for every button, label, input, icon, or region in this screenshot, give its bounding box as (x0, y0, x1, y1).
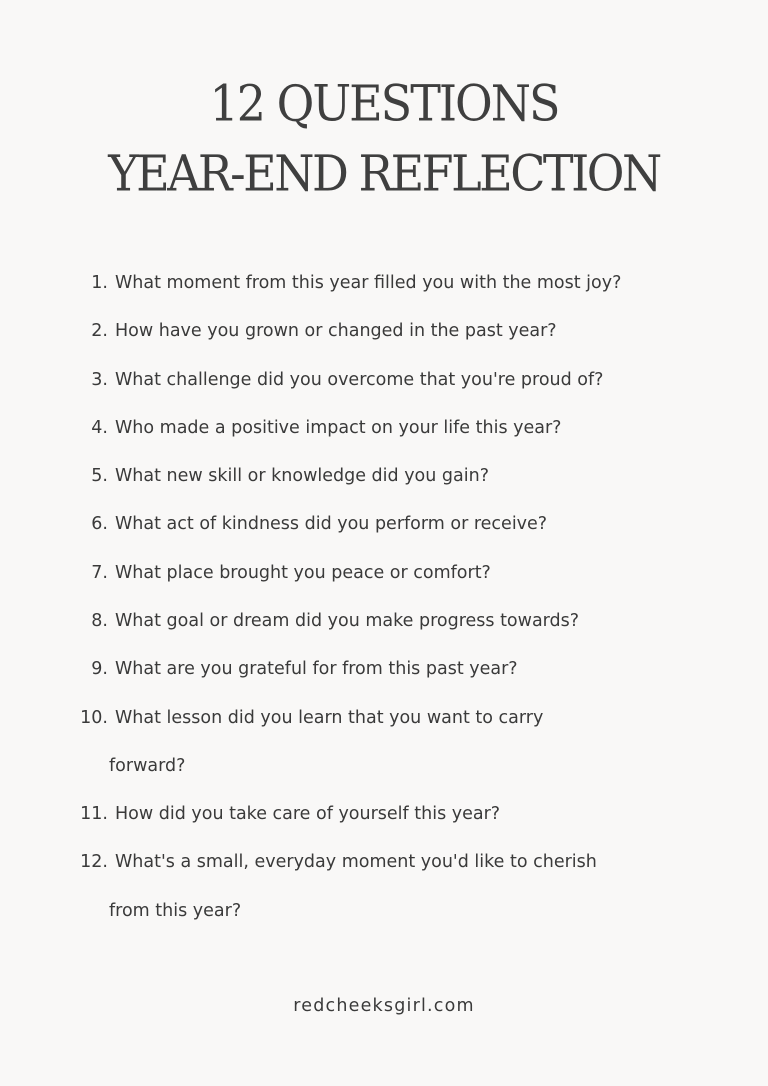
question-number: 2. (91, 321, 108, 341)
question-text: What act of kindness did you perform or receive? (115, 514, 548, 534)
list-item (0, 654, 768, 684)
list-item (0, 509, 768, 539)
list-item (0, 413, 768, 443)
question-number: 12. (80, 852, 108, 872)
list-item (0, 558, 768, 588)
question-text: What's a small, everyday moment you'd like to cherish (115, 852, 597, 872)
page-title-line-2: YEAR-END REFLECTION (108, 143, 660, 203)
question-text: How did you take care of yourself this year? (115, 804, 501, 824)
question-text: What challenge did you overcome that you're proud of? (115, 370, 604, 390)
question-text: What are you grateful for from this past year? (115, 659, 518, 679)
list-item (0, 847, 768, 877)
question-number: 9. (91, 659, 108, 679)
question-text: What lesson did you learn that you want to carry (115, 708, 544, 728)
list-item (0, 799, 768, 829)
question-text: What moment from this year filled you with the most joy? (115, 273, 622, 293)
question-text: What goal or dream did you make progress towards? (115, 611, 580, 631)
question-text-continuation: from this year? (109, 901, 242, 921)
list-item (0, 316, 768, 346)
list-item (0, 606, 768, 636)
question-text-continuation: forward? (109, 756, 186, 776)
list-item (0, 365, 768, 395)
list-item (0, 268, 768, 298)
list-item-continuation (0, 751, 768, 781)
question-text: How have you grown or changed in the past year? (115, 321, 557, 341)
question-number: 11. (80, 804, 108, 824)
question-number: 6. (91, 514, 108, 534)
question-number: 10. (80, 708, 108, 728)
question-text: What new skill or knowledge did you gain? (115, 466, 489, 486)
list-item-continuation (0, 896, 768, 926)
question-number: 8. (91, 611, 108, 631)
question-number: 3. (91, 370, 108, 390)
question-number: 1. (91, 273, 108, 293)
question-number: 7. (91, 563, 108, 583)
list-item (0, 703, 768, 733)
question-text: Who made a positive impact on your life this year? (115, 418, 562, 438)
question-number: 5. (91, 466, 108, 486)
question-text: What place brought you peace or comfort? (115, 563, 491, 583)
page-title-line-1: 12 QUESTIONS (209, 73, 559, 133)
list-item (0, 461, 768, 491)
footer-website: redcheeksgirl.com (293, 996, 475, 1016)
question-number: 4. (91, 418, 108, 438)
